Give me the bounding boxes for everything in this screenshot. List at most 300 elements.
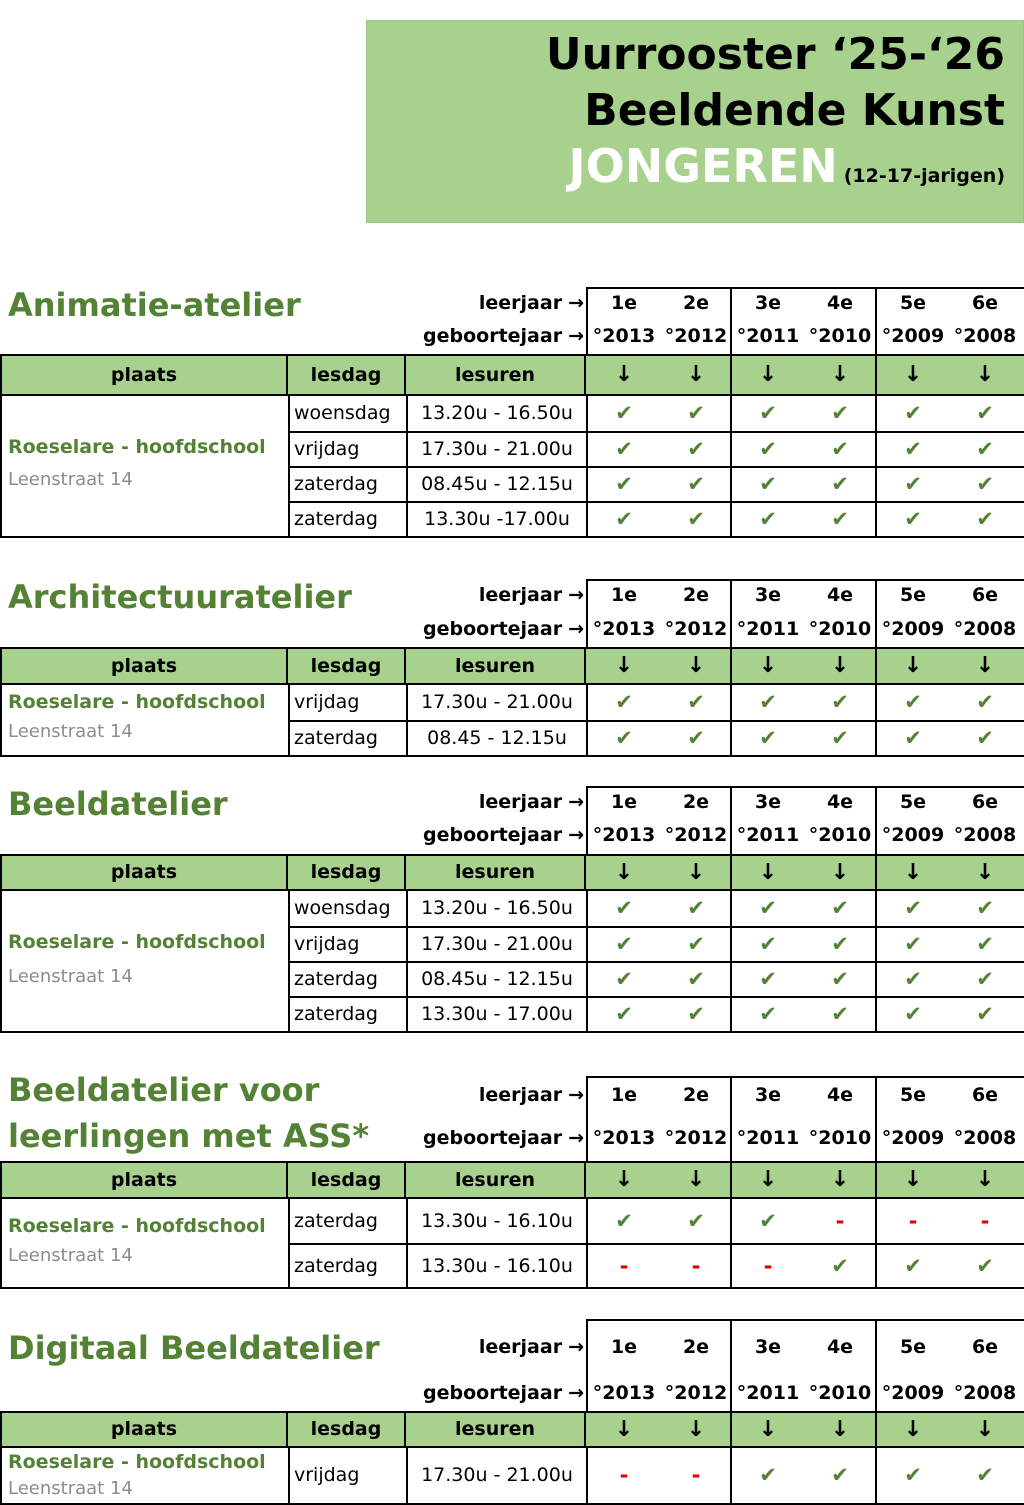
title-line-3 — [569, 139, 1006, 193]
arrow-down-icon: ↓ — [686, 1167, 706, 1192]
lesuren-cell: 08.45u - 12.15u — [408, 963, 588, 996]
geboortejaar-label — [423, 1127, 584, 1149]
row-group-divider — [875, 503, 877, 536]
header-group-divider — [730, 1163, 732, 1197]
title-line-1: Uurrooster ‘25-‘26 — [545, 29, 1005, 80]
year-5e: 5e — [899, 791, 927, 813]
year-header-box — [586, 786, 1024, 855]
schedule-row — [290, 926, 1024, 961]
check-icon: ✔ — [759, 507, 777, 531]
schedule-row — [290, 961, 1024, 996]
arrow-down-icon: ↓ — [975, 860, 995, 885]
col-lesdag: lesdag — [288, 1413, 406, 1446]
birth-year: °2013 — [592, 618, 656, 640]
lesdag-cell: vrijdag — [290, 1448, 408, 1503]
check-icon: ✔ — [615, 896, 633, 920]
column-header-row — [0, 354, 1024, 396]
place-name: Roeselare - hoofdschool — [8, 436, 266, 458]
lesdag-cell: vrijdag — [290, 685, 408, 720]
place-name: Roeselare - hoofdschool — [8, 1451, 266, 1473]
lesuren-cell: 08.45u - 12.15u — [408, 468, 588, 501]
arrow-down-icon: ↓ — [903, 653, 923, 678]
header-group-divider — [730, 1413, 732, 1446]
year-3e: 3e — [754, 584, 782, 606]
row-group-divider — [730, 928, 732, 961]
arrow-down-icon: ↓ — [614, 362, 634, 387]
check-icon: ✔ — [904, 726, 922, 750]
dash-icon: - — [908, 1209, 918, 1233]
place-address: Leenstraat 14 — [8, 1245, 133, 1266]
year-3e: 3e — [754, 1336, 782, 1358]
arrow-down-icon: ↓ — [758, 1167, 778, 1192]
title-jongeren: JONGEREN — [568, 139, 838, 193]
schedule-row — [290, 891, 1024, 926]
arrow-down-icon: ↓ — [830, 1167, 850, 1192]
header-group-divider — [730, 856, 732, 889]
arrow-right-icon: → — [568, 618, 584, 640]
row-group-divider — [730, 891, 732, 926]
check-icon: ✔ — [615, 690, 633, 714]
lesuren-cell: 13.30u - 16.10u — [408, 1245, 588, 1287]
schedule-row — [290, 466, 1024, 501]
section-title: Beeldatelier voor — [8, 1071, 320, 1109]
year-3e: 3e — [754, 292, 782, 314]
row-group-divider — [875, 891, 877, 926]
lesuren-cell: 13.20u - 16.50u — [408, 396, 588, 431]
check-icon: ✔ — [976, 1463, 994, 1487]
year-2e: 2e — [682, 584, 710, 606]
check-icon: ✔ — [759, 472, 777, 496]
check-icon: ✔ — [976, 401, 994, 425]
check-icon: ✔ — [687, 472, 705, 496]
birth-year: °2013 — [592, 1127, 656, 1149]
check-icon: ✔ — [831, 726, 849, 750]
col-lesdag: lesdag — [288, 356, 406, 394]
check-icon: ✔ — [687, 1002, 705, 1026]
schedule-row — [290, 1243, 1024, 1287]
check-icon: ✔ — [976, 1002, 994, 1026]
check-icon: ✔ — [904, 507, 922, 531]
check-icon: ✔ — [687, 932, 705, 956]
year-5e: 5e — [899, 1084, 927, 1106]
schedule-row — [290, 396, 1024, 431]
arrow-right-icon: → — [568, 824, 584, 846]
geboortejaar-label — [423, 618, 584, 640]
birth-year: °2012 — [664, 618, 728, 640]
lesdag-cell: vrijdag — [290, 928, 408, 961]
year-6e: 6e — [971, 1336, 999, 1358]
col-lesdag: lesdag — [288, 1163, 406, 1197]
row-group-divider — [875, 433, 877, 466]
row-group-divider — [875, 928, 877, 961]
year-5e: 5e — [899, 1336, 927, 1358]
arrow-down-icon: ↓ — [975, 1417, 995, 1442]
check-icon: ✔ — [759, 1209, 777, 1233]
year-header-box — [586, 1319, 1024, 1412]
col-lesuren: lesuren — [406, 1413, 586, 1446]
birth-year: °2012 — [664, 1382, 728, 1404]
check-icon: ✔ — [759, 967, 777, 991]
row-group-divider — [875, 963, 877, 996]
header-group-divider — [875, 1413, 877, 1446]
arrow-down-icon: ↓ — [686, 860, 706, 885]
col-plaats: plaats — [2, 356, 288, 394]
section-title: Digitaal Beeldatelier — [8, 1329, 380, 1367]
place-address: Leenstraat 14 — [8, 966, 133, 987]
check-icon: ✔ — [831, 967, 849, 991]
year-6e: 6e — [971, 1084, 999, 1106]
year-6e: 6e — [971, 584, 999, 606]
arrow-down-icon: ↓ — [975, 1167, 995, 1192]
lesuren-cell: 17.30u - 21.00u — [408, 433, 588, 466]
birth-year: °2012 — [664, 824, 728, 846]
schedule-body — [0, 1199, 1024, 1289]
birth-year: °2011 — [736, 325, 800, 347]
arrow-down-icon: ↓ — [758, 653, 778, 678]
check-icon: ✔ — [831, 690, 849, 714]
birth-year: °2013 — [592, 824, 656, 846]
dash-icon: - — [691, 1254, 701, 1278]
check-icon: ✔ — [831, 507, 849, 531]
year-2e: 2e — [682, 791, 710, 813]
check-icon: ✔ — [904, 1254, 922, 1278]
year-1e: 1e — [610, 791, 638, 813]
row-group-divider — [730, 1199, 732, 1243]
birth-year: °2008 — [953, 1382, 1017, 1404]
col-lesuren: lesuren — [406, 1163, 586, 1197]
check-icon: ✔ — [687, 1209, 705, 1233]
section-title: Animatie-atelier — [8, 286, 301, 324]
check-icon: ✔ — [615, 967, 633, 991]
arrow-down-icon: ↓ — [830, 362, 850, 387]
check-icon: ✔ — [759, 932, 777, 956]
age-note: (12-17-jarigen) — [843, 165, 1005, 187]
geboortejaar-label-text: geboortejaar — [423, 325, 563, 347]
check-icon: ✔ — [904, 1002, 922, 1026]
lesuren-cell: 13.20u - 16.50u — [408, 891, 588, 926]
lesdag-cell: zaterdag — [290, 468, 408, 501]
check-icon: ✔ — [904, 690, 922, 714]
place-cell — [2, 891, 290, 1031]
year-3e: 3e — [754, 791, 782, 813]
year-5e: 5e — [899, 584, 927, 606]
leerjaar-label — [479, 292, 584, 314]
year-header-box — [586, 287, 1024, 355]
leerjaar-label — [479, 791, 584, 813]
birth-year: °2009 — [881, 618, 945, 640]
arrow-down-icon: ↓ — [975, 653, 995, 678]
birth-year: °2008 — [953, 1127, 1017, 1149]
section-title-line-2: leerlingen met ASS* — [8, 1117, 370, 1155]
birth-year: °2011 — [736, 1382, 800, 1404]
check-icon: ✔ — [904, 1463, 922, 1487]
check-icon: ✔ — [687, 967, 705, 991]
year-4e: 4e — [826, 584, 854, 606]
row-group-divider — [730, 1245, 732, 1287]
leerjaar-label — [479, 1336, 584, 1358]
schedule-body — [0, 1448, 1024, 1505]
col-lesuren: lesuren — [406, 356, 586, 394]
dash-icon: - — [619, 1254, 629, 1278]
check-icon: ✔ — [904, 401, 922, 425]
birth-year: °2009 — [881, 824, 945, 846]
header-group-divider — [875, 649, 877, 683]
check-icon: ✔ — [976, 690, 994, 714]
place-cell — [2, 396, 290, 536]
column-header-row — [0, 647, 1024, 685]
dash-icon: - — [619, 1463, 629, 1487]
dash-icon: - — [835, 1209, 845, 1233]
birth-year: °2008 — [953, 618, 1017, 640]
row-group-divider — [875, 685, 877, 720]
arrow-right-icon: → — [568, 292, 584, 314]
arrow-down-icon: ↓ — [614, 1167, 634, 1192]
birth-year: °2012 — [664, 325, 728, 347]
check-icon: ✔ — [976, 967, 994, 991]
check-icon: ✔ — [615, 401, 633, 425]
year-4e: 4e — [826, 1084, 854, 1106]
section-title: Beeldatelier — [8, 785, 228, 823]
schedule-row — [290, 685, 1024, 720]
header-group-divider — [875, 1163, 877, 1197]
leerjaar-label — [479, 1084, 584, 1106]
column-header-row — [0, 854, 1024, 891]
dash-icon: - — [980, 1209, 990, 1233]
check-icon: ✔ — [904, 472, 922, 496]
arrow-right-icon: → — [568, 325, 584, 347]
check-icon: ✔ — [831, 1002, 849, 1026]
year-4e: 4e — [826, 791, 854, 813]
title-banner — [366, 20, 1024, 223]
birth-year: °2011 — [736, 1127, 800, 1149]
leerjaar-label-text: leerjaar — [478, 584, 563, 606]
dash-icon: - — [691, 1463, 701, 1487]
birth-year: °2013 — [592, 325, 656, 347]
birth-year: °2008 — [953, 824, 1017, 846]
place-cell — [2, 685, 290, 755]
col-plaats: plaats — [2, 649, 288, 683]
check-icon: ✔ — [904, 932, 922, 956]
schedule-row — [290, 996, 1024, 1031]
header-group-divider — [875, 356, 877, 394]
birth-year: °2009 — [881, 1127, 945, 1149]
row-group-divider — [730, 468, 732, 501]
col-lesdag: lesdag — [288, 649, 406, 683]
arrow-right-icon: → — [568, 584, 584, 606]
check-icon: ✔ — [976, 507, 994, 531]
lesdag-cell: zaterdag — [290, 998, 408, 1031]
leerjaar-label — [479, 584, 584, 606]
lesdag-cell: vrijdag — [290, 433, 408, 466]
check-icon: ✔ — [831, 1254, 849, 1278]
arrow-down-icon: ↓ — [830, 860, 850, 885]
col-lesuren: lesuren — [406, 856, 586, 889]
place-name: Roeselare - hoofdschool — [8, 691, 266, 713]
arrow-down-icon: ↓ — [903, 860, 923, 885]
place-cell — [2, 1199, 290, 1287]
birth-year: °2012 — [664, 1127, 728, 1149]
check-icon: ✔ — [615, 437, 633, 461]
schedule-row — [290, 431, 1024, 466]
dash-icon: - — [763, 1254, 773, 1278]
year-1e: 1e — [610, 584, 638, 606]
arrow-right-icon: → — [568, 1084, 584, 1106]
row-group-divider — [730, 1448, 732, 1503]
column-header-row — [0, 1161, 1024, 1199]
lesdag-cell: zaterdag — [290, 963, 408, 996]
birth-year: °2010 — [808, 1382, 872, 1404]
birth-year: °2013 — [592, 1382, 656, 1404]
lesuren-cell: 13.30u -17.00u — [408, 503, 588, 536]
birth-year: °2009 — [881, 1382, 945, 1404]
check-icon: ✔ — [615, 507, 633, 531]
arrow-down-icon: ↓ — [758, 860, 778, 885]
arrow-down-icon: ↓ — [686, 362, 706, 387]
lesdag-cell: woensdag — [290, 891, 408, 926]
row-group-divider — [875, 1245, 877, 1287]
year-header-box — [586, 579, 1024, 648]
arrow-down-icon: ↓ — [614, 860, 634, 885]
year-2e: 2e — [682, 1336, 710, 1358]
check-icon: ✔ — [904, 967, 922, 991]
check-icon: ✔ — [759, 401, 777, 425]
leerjaar-label-text: leerjaar — [478, 292, 563, 314]
year-1e: 1e — [610, 1336, 638, 1358]
birth-year: °2008 — [953, 325, 1017, 347]
schedule-row — [290, 1199, 1024, 1243]
col-plaats: plaats — [2, 856, 288, 889]
row-group-divider — [730, 685, 732, 720]
arrow-down-icon: ↓ — [903, 1417, 923, 1442]
birth-year: °2010 — [808, 618, 872, 640]
arrow-right-icon: → — [568, 1382, 584, 1404]
geboortejaar-label-text: geboortejaar — [423, 1382, 563, 1404]
arrow-down-icon: ↓ — [903, 362, 923, 387]
check-icon: ✔ — [831, 472, 849, 496]
place-cell — [2, 1448, 290, 1503]
col-lesdag: lesdag — [288, 856, 406, 889]
check-icon: ✔ — [687, 726, 705, 750]
check-icon: ✔ — [687, 690, 705, 714]
check-icon: ✔ — [831, 896, 849, 920]
arrow-down-icon: ↓ — [614, 653, 634, 678]
place-name: Roeselare - hoofdschool — [8, 1215, 266, 1237]
lesdag-cell: zaterdag — [290, 1199, 408, 1243]
arrow-down-icon: ↓ — [614, 1417, 634, 1442]
check-icon: ✔ — [759, 1463, 777, 1487]
geboortejaar-label-text: geboortejaar — [423, 1127, 563, 1149]
lesuren-cell: 13.30u - 17.00u — [408, 998, 588, 1031]
column-header-row — [0, 1411, 1024, 1448]
col-lesuren: lesuren — [406, 649, 586, 683]
col-plaats: plaats — [2, 1163, 288, 1197]
year-6e: 6e — [971, 791, 999, 813]
arrow-right-icon: → — [568, 1127, 584, 1149]
header-group-divider — [730, 356, 732, 394]
arrow-down-icon: ↓ — [830, 653, 850, 678]
geboortejaar-label-text: geboortejaar — [423, 618, 563, 640]
title-line-2: Beeldende Kunst — [584, 85, 1005, 136]
check-icon: ✔ — [976, 726, 994, 750]
leerjaar-label-text: leerjaar — [478, 791, 563, 813]
row-group-divider — [875, 1448, 877, 1503]
check-icon: ✔ — [759, 726, 777, 750]
place-name: Roeselare - hoofdschool — [8, 931, 266, 953]
row-group-divider — [875, 1199, 877, 1243]
year-5e: 5e — [899, 292, 927, 314]
lesuren-cell: 17.30u - 21.00u — [408, 928, 588, 961]
lesuren-cell: 17.30u - 21.00u — [408, 1448, 588, 1503]
birth-year: °2010 — [808, 1127, 872, 1149]
check-icon: ✔ — [904, 437, 922, 461]
col-plaats: plaats — [2, 1413, 288, 1446]
place-address: Leenstraat 14 — [8, 1478, 133, 1499]
birth-year: °2011 — [736, 618, 800, 640]
row-group-divider — [730, 722, 732, 755]
check-icon: ✔ — [687, 401, 705, 425]
year-4e: 4e — [826, 292, 854, 314]
check-icon: ✔ — [831, 932, 849, 956]
lesdag-cell: woensdag — [290, 396, 408, 431]
year-2e: 2e — [682, 292, 710, 314]
arrow-down-icon: ↓ — [686, 653, 706, 678]
lesdag-cell: zaterdag — [290, 1245, 408, 1287]
lesuren-cell: 13.30u - 16.10u — [408, 1199, 588, 1243]
arrow-right-icon: → — [568, 791, 584, 813]
row-group-divider — [875, 998, 877, 1031]
schedule-body — [0, 685, 1024, 757]
check-icon: ✔ — [615, 1209, 633, 1233]
geboortejaar-label — [423, 824, 584, 846]
year-3e: 3e — [754, 1084, 782, 1106]
check-icon: ✔ — [615, 932, 633, 956]
check-icon: ✔ — [976, 896, 994, 920]
place-address: Leenstraat 14 — [8, 721, 133, 742]
arrow-down-icon: ↓ — [975, 362, 995, 387]
header-group-divider — [875, 856, 877, 889]
year-2e: 2e — [682, 1084, 710, 1106]
check-icon: ✔ — [831, 1463, 849, 1487]
year-1e: 1e — [610, 292, 638, 314]
schedule-row — [290, 1448, 1024, 1503]
check-icon: ✔ — [687, 896, 705, 920]
check-icon: ✔ — [687, 437, 705, 461]
arrow-down-icon: ↓ — [903, 1167, 923, 1192]
row-group-divider — [730, 963, 732, 996]
arrow-down-icon: ↓ — [758, 1417, 778, 1442]
schedule-body — [0, 891, 1024, 1033]
lesuren-cell: 17.30u - 21.00u — [408, 685, 588, 720]
row-group-divider — [730, 503, 732, 536]
birth-year: °2010 — [808, 824, 872, 846]
lesuren-cell: 08.45 - 12.15u — [408, 722, 588, 755]
check-icon: ✔ — [976, 472, 994, 496]
leerjaar-label-text: leerjaar — [478, 1084, 563, 1106]
year-6e: 6e — [971, 292, 999, 314]
check-icon: ✔ — [976, 932, 994, 956]
section-title: Architectuuratelier — [8, 578, 352, 616]
row-group-divider — [875, 468, 877, 501]
check-icon: ✔ — [976, 437, 994, 461]
birth-year: °2009 — [881, 325, 945, 347]
check-icon: ✔ — [904, 896, 922, 920]
row-group-divider — [730, 998, 732, 1031]
year-header-box — [586, 1076, 1024, 1162]
check-icon: ✔ — [759, 437, 777, 461]
birth-year: °2010 — [808, 325, 872, 347]
year-1e: 1e — [610, 1084, 638, 1106]
check-icon: ✔ — [831, 401, 849, 425]
